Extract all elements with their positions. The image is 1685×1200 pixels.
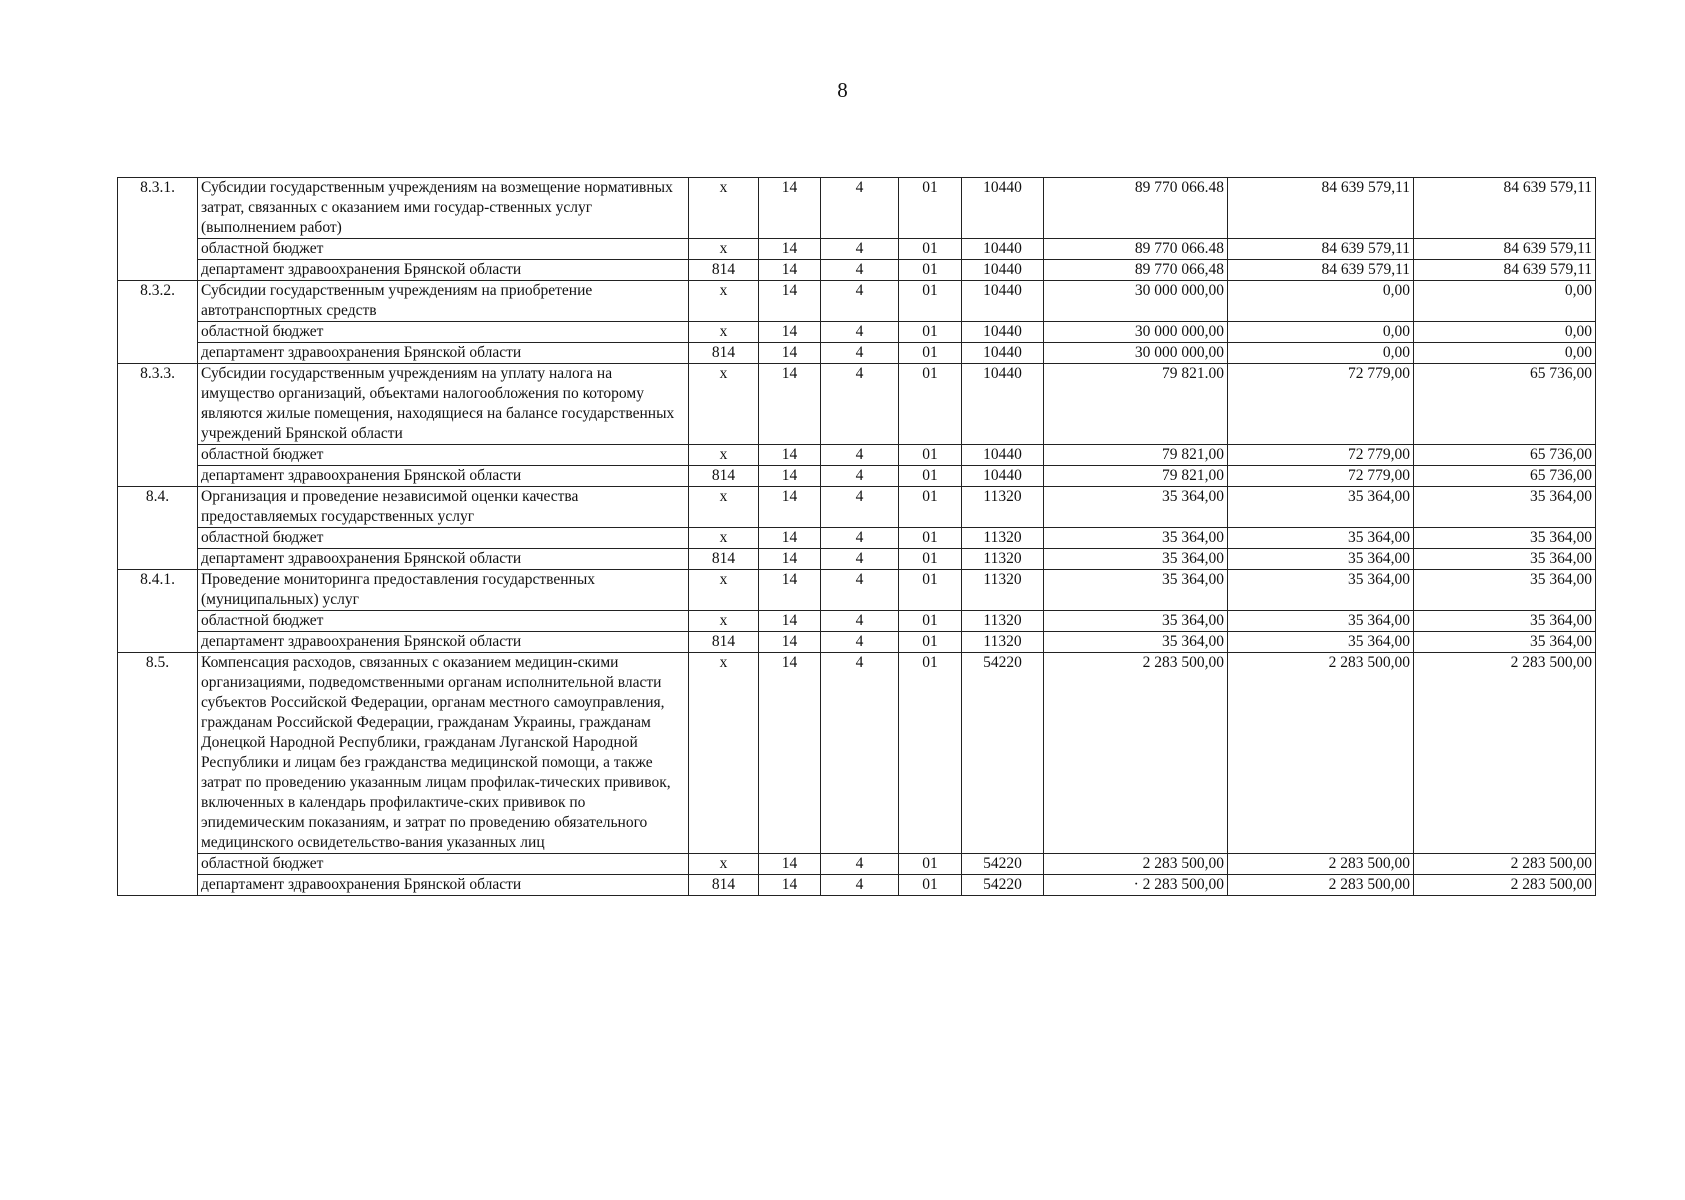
amount-year1-cell: 30 000 000,00	[1044, 322, 1228, 343]
program-code-cell: 4	[821, 260, 899, 281]
subprogram-code-cell: 01	[899, 611, 962, 632]
table-row	[118, 528, 1596, 549]
admin-code-cell: x	[689, 364, 759, 445]
item-name-cell: департамент здравоохранения Брянской области	[198, 466, 689, 487]
item-number-cell: 8.5.	[118, 653, 198, 896]
amount-year2-cell: 0,00	[1228, 281, 1414, 322]
amount-year2-cell: 0,00	[1228, 343, 1414, 364]
section-code-cell: 14	[759, 549, 821, 570]
direction-code-cell: 11320	[962, 487, 1044, 528]
subprogram-code-cell: 01	[899, 487, 962, 528]
amount-year1-cell: 2 283 500,00	[1044, 854, 1228, 875]
amount-year1-cell: 30 000 000,00	[1044, 281, 1228, 322]
program-code-cell: 4	[821, 281, 899, 322]
program-code-cell: 4	[821, 322, 899, 343]
direction-code-cell: 10440	[962, 364, 1044, 445]
item-name-cell: департамент здравоохранения Брянской области	[198, 875, 689, 896]
amount-year1-cell: 35 364,00	[1044, 549, 1228, 570]
amount-year1-cell: 30 000 000,00	[1044, 343, 1228, 364]
amount-year1-cell: · 2 283 500,00	[1044, 875, 1228, 896]
direction-code-cell: 10440	[962, 178, 1044, 239]
page-number: 8	[837, 78, 848, 102]
subprogram-code-cell: 01	[899, 239, 962, 260]
table-row	[118, 653, 1596, 854]
section-code-cell: 14	[759, 239, 821, 260]
table-row	[118, 281, 1596, 322]
direction-code-cell: 54220	[962, 854, 1044, 875]
program-code-cell: 4	[821, 445, 899, 466]
section-code-cell: 14	[759, 854, 821, 875]
item-name-cell: Организация и проведение независимой оценки качества предоставляемых государственных услуг	[198, 487, 689, 528]
amount-year3-cell: 2 283 500,00	[1414, 875, 1596, 896]
amount-year1-cell: 35 364,00	[1044, 632, 1228, 653]
direction-code-cell: 10440	[962, 322, 1044, 343]
table-row	[118, 239, 1596, 260]
admin-code-cell: x	[689, 445, 759, 466]
amount-year3-cell: 65 736,00	[1414, 445, 1596, 466]
amount-year2-cell: 84 639 579,11	[1228, 178, 1414, 239]
subprogram-code-cell: 01	[899, 445, 962, 466]
admin-code-cell: 814	[689, 260, 759, 281]
admin-code-cell: 814	[689, 466, 759, 487]
section-code-cell: 14	[759, 875, 821, 896]
table-row	[118, 260, 1596, 281]
table-body	[118, 178, 1596, 896]
direction-code-cell: 10440	[962, 445, 1044, 466]
amount-year3-cell: 0,00	[1414, 281, 1596, 322]
admin-code-cell: x	[689, 487, 759, 528]
program-code-cell: 4	[821, 653, 899, 854]
admin-code-cell: 814	[689, 632, 759, 653]
direction-code-cell: 10440	[962, 281, 1044, 322]
item-name-cell: Субсидии государственным учреждениям на возмещение нормативных затрат, связанных с оказанием ими государ-ственных услуг (выполнением работ)	[198, 178, 689, 239]
item-name-cell: областной бюджет	[198, 445, 689, 466]
amount-year3-cell: 35 364,00	[1414, 570, 1596, 611]
item-name-cell: Субсидии государственным учреждениям на уплату налога на имущество организаций, объектами налогообложения по которому являются жилые помещения, находящиеся на балансе государственных учреждений Брянской области	[198, 364, 689, 445]
admin-code-cell: 814	[689, 343, 759, 364]
program-code-cell: 4	[821, 487, 899, 528]
section-code-cell: 14	[759, 364, 821, 445]
subprogram-code-cell: 01	[899, 653, 962, 854]
item-number-cell: 8.4.1.	[118, 570, 198, 653]
item-number-cell: 8.3.2.	[118, 281, 198, 364]
direction-code-cell: 11320	[962, 570, 1044, 611]
item-number-cell: 8.3.1.	[118, 178, 198, 281]
item-name-cell: областной бюджет	[198, 854, 689, 875]
admin-code-cell: x	[689, 239, 759, 260]
direction-code-cell: 10440	[962, 260, 1044, 281]
item-name-cell: департамент здравоохранения Брянской области	[198, 549, 689, 570]
amount-year3-cell: 84 639 579,11	[1414, 178, 1596, 239]
item-name-cell: департамент здравоохранения Брянской области	[198, 632, 689, 653]
table-row	[118, 322, 1596, 343]
section-code-cell: 14	[759, 322, 821, 343]
section-code-cell: 14	[759, 487, 821, 528]
program-code-cell: 4	[821, 239, 899, 260]
table-row	[118, 466, 1596, 487]
admin-code-cell: x	[689, 611, 759, 632]
admin-code-cell: 814	[689, 875, 759, 896]
subprogram-code-cell: 01	[899, 281, 962, 322]
item-name-cell: Субсидии государственным учреждениям на приобретение автотранспортных средств	[198, 281, 689, 322]
admin-code-cell: x	[689, 854, 759, 875]
amount-year1-cell: 79 821,00	[1044, 445, 1228, 466]
admin-code-cell: x	[689, 653, 759, 854]
amount-year1-cell: 89 770 066.48	[1044, 178, 1228, 239]
amount-year3-cell: 35 364,00	[1414, 632, 1596, 653]
amount-year3-cell: 35 364,00	[1414, 528, 1596, 549]
section-code-cell: 14	[759, 281, 821, 322]
program-code-cell: 4	[821, 528, 899, 549]
program-code-cell: 4	[821, 343, 899, 364]
program-code-cell: 4	[821, 632, 899, 653]
amount-year2-cell: 35 364,00	[1228, 487, 1414, 528]
table-row	[118, 178, 1596, 239]
subprogram-code-cell: 01	[899, 875, 962, 896]
amount-year3-cell: 35 364,00	[1414, 549, 1596, 570]
table-row	[118, 854, 1596, 875]
table-row	[118, 632, 1596, 653]
amount-year3-cell: 84 639 579,11	[1414, 260, 1596, 281]
amount-year3-cell: 35 364,00	[1414, 487, 1596, 528]
subprogram-code-cell: 01	[899, 570, 962, 611]
amount-year2-cell: 84 639 579,11	[1228, 239, 1414, 260]
amount-year2-cell: 35 364,00	[1228, 549, 1414, 570]
section-code-cell: 14	[759, 178, 821, 239]
amount-year2-cell: 2 283 500,00	[1228, 653, 1414, 854]
amount-year3-cell: 65 736,00	[1414, 364, 1596, 445]
table-row	[118, 875, 1596, 896]
table-row	[118, 549, 1596, 570]
amount-year3-cell: 0,00	[1414, 343, 1596, 364]
item-name-cell: Проведение мониторинга предоставления государственных (муниципальных) услуг	[198, 570, 689, 611]
subprogram-code-cell: 01	[899, 549, 962, 570]
program-code-cell: 4	[821, 549, 899, 570]
item-number-cell: 8.4.	[118, 487, 198, 570]
direction-code-cell: 10440	[962, 239, 1044, 260]
item-name-cell: Компенсация расходов, связанных с оказанием медицин-скими организациями, подведомственными органам исполнительной власти субъектов Российской Федерации, органам местного самоуправления, гражданам Российской Федерации, гражданам Украины, гражданам Донецкой Народной Республики, гражданам Луганской Народной Республики и лицам без гражданства медицинской помощи, а также затрат по проведению указанным лицам профилак-тических прививок, включенных в календарь профилактиче-ских прививок по эпидемическим показаниям, и затрат по проведению обязательного медицинского освидетельство-вания указанных лиц	[198, 653, 689, 854]
subprogram-code-cell: 01	[899, 343, 962, 364]
program-code-cell: 4	[821, 611, 899, 632]
subprogram-code-cell: 01	[899, 466, 962, 487]
amount-year2-cell: 0,00	[1228, 322, 1414, 343]
item-name-cell: областной бюджет	[198, 528, 689, 549]
amount-year1-cell: 35 364,00	[1044, 528, 1228, 549]
table-row	[118, 343, 1596, 364]
program-code-cell: 4	[821, 466, 899, 487]
direction-code-cell: 10440	[962, 343, 1044, 364]
amount-year2-cell: 2 283 500,00	[1228, 875, 1414, 896]
amount-year2-cell: 2 283 500,00	[1228, 854, 1414, 875]
subprogram-code-cell: 01	[899, 528, 962, 549]
direction-code-cell: 11320	[962, 528, 1044, 549]
section-code-cell: 14	[759, 632, 821, 653]
table-row	[118, 570, 1596, 611]
admin-code-cell: 814	[689, 549, 759, 570]
amount-year1-cell: 89 770 066.48	[1044, 239, 1228, 260]
amount-year2-cell: 72 779,00	[1228, 364, 1414, 445]
item-name-cell: областной бюджет	[198, 239, 689, 260]
amount-year3-cell: 35 364,00	[1414, 611, 1596, 632]
amount-year1-cell: 35 364,00	[1044, 487, 1228, 528]
amount-year2-cell: 35 364,00	[1228, 611, 1414, 632]
section-code-cell: 14	[759, 260, 821, 281]
amount-year1-cell: 79 821.00	[1044, 364, 1228, 445]
section-code-cell: 14	[759, 445, 821, 466]
amount-year3-cell: 65 736,00	[1414, 466, 1596, 487]
amount-year1-cell: 2 283 500,00	[1044, 653, 1228, 854]
amount-year1-cell: 89 770 066,48	[1044, 260, 1228, 281]
admin-code-cell: x	[689, 570, 759, 611]
amount-year2-cell: 72 779,00	[1228, 466, 1414, 487]
amount-year1-cell: 35 364,00	[1044, 570, 1228, 611]
amount-year1-cell: 35 364,00	[1044, 611, 1228, 632]
subprogram-code-cell: 01	[899, 854, 962, 875]
amount-year2-cell: 72 779,00	[1228, 445, 1414, 466]
section-code-cell: 14	[759, 343, 821, 364]
admin-code-cell: x	[689, 178, 759, 239]
admin-code-cell: x	[689, 528, 759, 549]
table-row	[118, 611, 1596, 632]
direction-code-cell: 11320	[962, 611, 1044, 632]
amount-year3-cell: 84 639 579,11	[1414, 239, 1596, 260]
item-number-cell: 8.3.3.	[118, 364, 198, 487]
subprogram-code-cell: 01	[899, 260, 962, 281]
amount-year3-cell: 0,00	[1414, 322, 1596, 343]
amount-year2-cell: 84 639 579,11	[1228, 260, 1414, 281]
program-code-cell: 4	[821, 364, 899, 445]
direction-code-cell: 54220	[962, 653, 1044, 854]
admin-code-cell: x	[689, 322, 759, 343]
amount-year2-cell: 35 364,00	[1228, 570, 1414, 611]
direction-code-cell: 11320	[962, 549, 1044, 570]
program-code-cell: 4	[821, 854, 899, 875]
amount-year1-cell: 79 821,00	[1044, 466, 1228, 487]
subprogram-code-cell: 01	[899, 178, 962, 239]
program-code-cell: 4	[821, 178, 899, 239]
subprogram-code-cell: 01	[899, 632, 962, 653]
direction-code-cell: 11320	[962, 632, 1044, 653]
direction-code-cell: 10440	[962, 466, 1044, 487]
program-code-cell: 4	[821, 875, 899, 896]
section-code-cell: 14	[759, 611, 821, 632]
item-name-cell: областной бюджет	[198, 611, 689, 632]
table-row	[118, 487, 1596, 528]
table-row	[118, 445, 1596, 466]
section-code-cell: 14	[759, 528, 821, 549]
budget-table	[117, 177, 1596, 896]
item-name-cell: департамент здравоохранения Брянской области	[198, 343, 689, 364]
amount-year3-cell: 2 283 500,00	[1414, 653, 1596, 854]
section-code-cell: 14	[759, 653, 821, 854]
direction-code-cell: 54220	[962, 875, 1044, 896]
admin-code-cell: x	[689, 281, 759, 322]
amount-year2-cell: 35 364,00	[1228, 528, 1414, 549]
program-code-cell: 4	[821, 570, 899, 611]
item-name-cell: областной бюджет	[198, 322, 689, 343]
section-code-cell: 14	[759, 570, 821, 611]
item-name-cell: департамент здравоохранения Брянской области	[198, 260, 689, 281]
subprogram-code-cell: 01	[899, 364, 962, 445]
amount-year2-cell: 35 364,00	[1228, 632, 1414, 653]
table-row	[118, 364, 1596, 445]
amount-year3-cell: 2 283 500,00	[1414, 854, 1596, 875]
subprogram-code-cell: 01	[899, 322, 962, 343]
section-code-cell: 14	[759, 466, 821, 487]
